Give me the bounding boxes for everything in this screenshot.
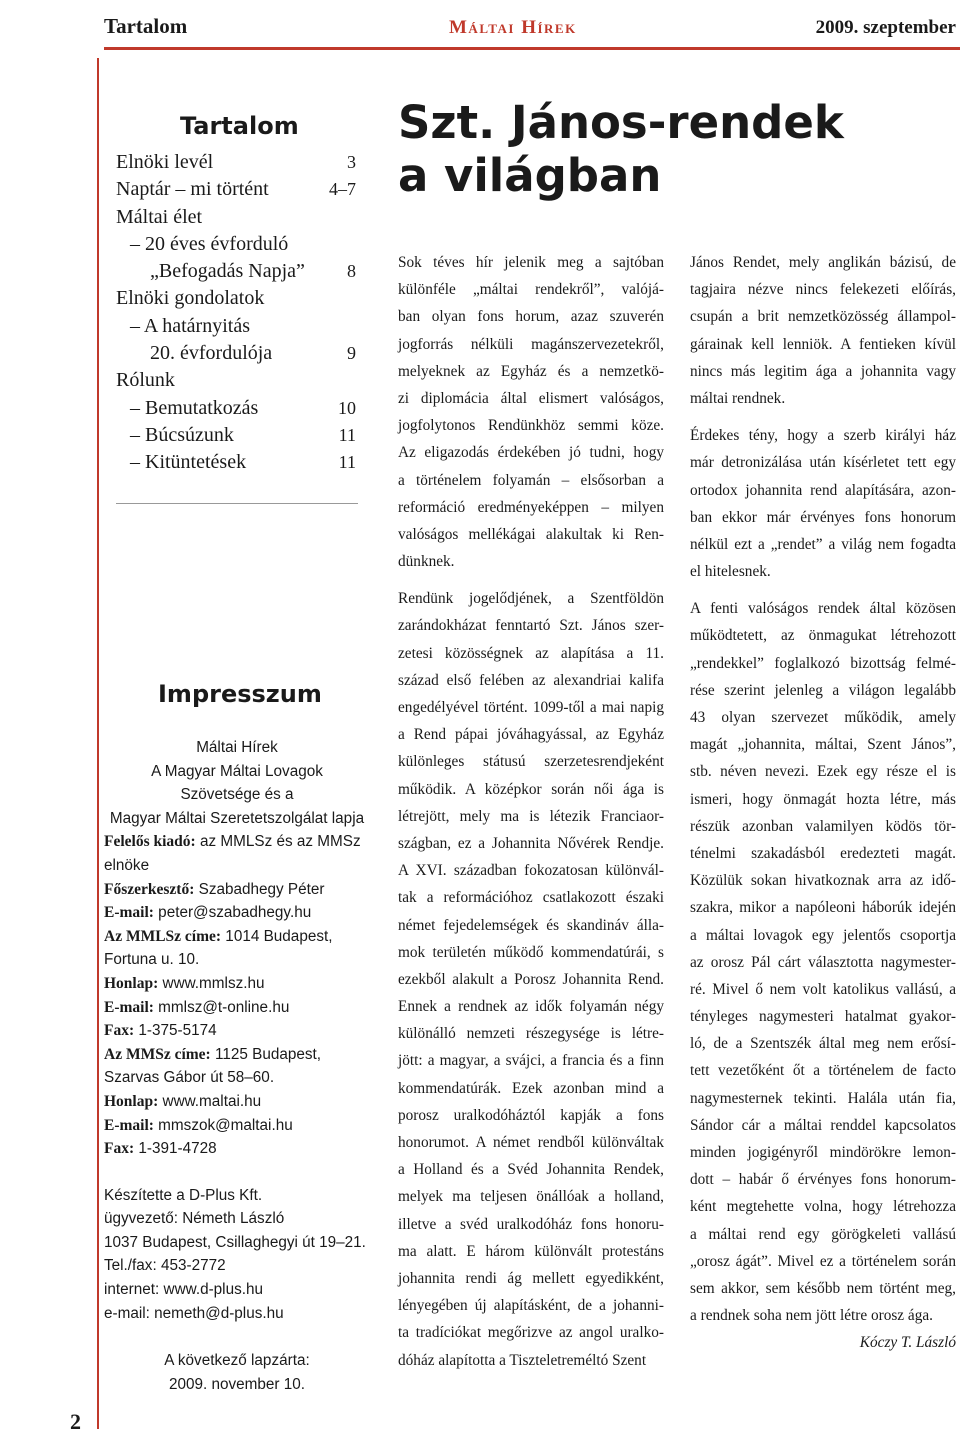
article-text-line: szakra, mikor a napóleoni háborúk idején — [690, 899, 956, 917]
mmsz-email-link[interactable]: mmszok@maltai.hu — [153, 1116, 293, 1134]
article-text-line: minden jogigényről mindörökre lemon- — [690, 1144, 956, 1161]
header-section-title: Tartalom — [104, 14, 188, 38]
toc-entry[interactable] — [116, 204, 356, 231]
header-publication-name: Máltai Hírek — [449, 17, 577, 38]
article-text-line: mok területén működő kommendatúrái, s — [398, 943, 664, 961]
publication-line: A Magyar Máltai Lovagok — [151, 762, 323, 780]
toc-entry[interactable] — [116, 313, 356, 340]
mmsz-address-label: Az MMSz címe: — [104, 1045, 211, 1063]
article-text-line: stb. néven nevezi. Ezek egy része el is — [690, 763, 956, 781]
article-text-line: lényegében új alapításként, de a johanni- — [398, 1297, 664, 1315]
article-text-line: Sok téves hír jelenik meg a sajtóban — [398, 254, 664, 271]
editor-email-link[interactable]: peter@szabadhegy.hu — [153, 904, 312, 922]
article-title — [398, 96, 844, 202]
article-text-line: szágban, ez a Johannita Nővérek Rendje. — [398, 834, 664, 852]
article-text-line: ban ekkor már érvényes fons honorum — [690, 508, 956, 526]
mmsz-web-line — [104, 1090, 370, 1114]
publisher-label: Felelős kiadó: — [104, 833, 196, 851]
toc-entry[interactable] — [116, 149, 356, 176]
article-text-line: tett vezetőként őt a történelem de facto — [690, 1062, 956, 1080]
mmlsz-fax-value: 1-375-5174 — [134, 1022, 217, 1040]
maker-email-link[interactable]: e-mail: nemeth@d-plus.hu — [104, 1304, 284, 1322]
toc-entry-label: – Kitüntetések — [130, 451, 247, 474]
mmsz-web-label: Honlap: — [104, 1092, 159, 1110]
toc-entry-page: 11 — [338, 452, 356, 473]
editor-label: Főszerkesztő: — [104, 880, 195, 898]
article-author: Kóczy T. László — [859, 1334, 956, 1352]
article-text-line: részük azonban valamilyen ködös tör- — [690, 817, 956, 835]
paragraph-gap — [690, 585, 956, 595]
article-text-line: a történelem folyamán – elsősorban a — [398, 471, 664, 489]
header-rule — [104, 47, 960, 50]
toc-entry-label: Máltai élet — [116, 205, 203, 228]
article-text-line: gárainak kell lenniök. A fentieken kívül — [690, 335, 956, 353]
toc-entry-label: 20. évfordulója — [150, 342, 273, 365]
article-text-line: Rendünk jogelődjének, a Szentföldön — [398, 590, 664, 608]
editor-value: Szabadhegy Péter — [194, 880, 325, 898]
paragraph-gap — [690, 412, 956, 422]
mmsz-email-label: E-mail: — [104, 1116, 154, 1134]
mmlsz-address-cont: Fortuna u. 10. — [104, 951, 200, 969]
article-text-line: zarándokházat fenntartó Szt. János szer- — [398, 617, 664, 635]
article-text-line: zi diplomácia által elismert valóságos, — [398, 389, 664, 407]
paragraph-gap — [398, 575, 664, 585]
spacer — [104, 1325, 370, 1349]
article-text-line: A XVI. században fokozatosan különvál- — [398, 862, 664, 880]
toc-entry[interactable] — [116, 422, 356, 449]
toc-entry[interactable] — [116, 449, 356, 476]
maker-line: Készítette a D-Plus Kft. — [104, 1186, 263, 1204]
article-text-line: az orosz Pál cárt választotta nagymester- — [690, 953, 956, 971]
article-text-line: a Holland és a Svéd Johannita Rendek, — [398, 1161, 664, 1179]
editor-line — [104, 878, 370, 902]
toc-entry-label: Elnöki gondolatok — [116, 287, 265, 310]
article-text-line: ta tradíciókat megőrizve az angol uralko- — [398, 1324, 664, 1342]
mmsz-fax-label: Fax: — [104, 1140, 135, 1158]
article-text-line: a Rend pápai jóváhagyással, az Egyház — [398, 726, 664, 744]
article-text-line: már detronizálása után kísérletet tett egy — [690, 454, 956, 472]
article-text-line: valóságos mellékágai alakultak ki Ren- — [398, 525, 664, 543]
publisher-cont: elnöke — [104, 856, 150, 874]
article-text-line: ezekből alakult a Porosz Johannita Rend. — [398, 970, 664, 988]
toc-entry[interactable] — [116, 367, 356, 394]
article-text-line: ként megtehette volna, hogy létrehozza — [690, 1198, 956, 1216]
article-text-line: máltai rendnek. — [690, 389, 786, 407]
toc-entry[interactable] — [116, 258, 356, 285]
article-text-line: jogforrás nélküli magánszervezetekről, — [398, 335, 664, 353]
article-text-line: a máltai rend egy görögkeleti vallású — [690, 1225, 956, 1243]
article-text-line: magát „johannita, máltai, Szent János”, — [690, 736, 956, 754]
mmlsz-fax-label: Fax: — [104, 1022, 135, 1040]
toc-entry-page: 3 — [347, 152, 356, 172]
mmsz-address-line — [104, 1043, 370, 1067]
deadline-date: 2009. november 10. — [168, 1375, 306, 1393]
article-text-line: létrejött, mely ma is létezik Franciaor- — [398, 807, 664, 825]
maker-web-link[interactable]: internet: www.d-plus.hu — [104, 1281, 263, 1299]
article-text-line: melyek ma teljesen önállóak a holland, — [398, 1188, 664, 1206]
article-text-line: ma alatt. E három különvált protestáns — [398, 1242, 664, 1260]
toc-entry[interactable] — [116, 176, 356, 203]
toc-entry-label: – 20 éves évforduló — [130, 232, 289, 255]
editor-email-line — [104, 901, 370, 925]
article-text-line: Érdekes tény, hogy a szerb királyi ház — [690, 427, 956, 445]
article-text-line: János Rendet, mely anglikán bázisú, de — [690, 254, 956, 271]
toc-entry-label: – Búcsúzunk — [130, 423, 234, 446]
mmlsz-web-label: Honlap: — [104, 974, 159, 992]
page-number: 2 — [70, 1409, 81, 1429]
toc-entry-page: 11 — [338, 424, 356, 445]
table-of-contents — [116, 149, 356, 477]
mmlsz-web-line — [104, 972, 370, 996]
toc-entry-page: 8 — [347, 261, 356, 282]
article-column-1 — [398, 249, 664, 1374]
article-text-line: század első felében az alexandriai kalifa — [398, 671, 664, 689]
article-text-line: ló, de a Szentszék által meg nem erősí- — [690, 1035, 956, 1053]
article-text-line: zetesi közösségnek az alapítása a 11. — [398, 644, 664, 662]
mmlsz-web-link[interactable]: www.mmlsz.hu — [158, 974, 265, 992]
mmsz-email-line — [104, 1114, 370, 1138]
article-text-line: nagymesternek tekinti. Halála után fia, — [690, 1089, 956, 1107]
toc-entry[interactable] — [116, 395, 356, 422]
article-text-line: csupán a brit nemzetközösség állampol- — [690, 308, 956, 326]
article-text-line: kommendatúrák. Ezek azonban mind a — [398, 1079, 664, 1097]
article-text-line: német fejedelemségek és skandináv álla- — [398, 916, 664, 934]
mmlsz-email-line — [104, 996, 370, 1020]
article-text-line: különálló nemzeti részegysége is létre- — [398, 1025, 664, 1043]
toc-divider — [116, 503, 358, 504]
header-issue-date: 2009. szeptember — [815, 17, 956, 38]
mmlsz-email-link[interactable]: mmlsz@t-online.hu — [153, 998, 290, 1016]
toc-title: Tartalom — [180, 112, 299, 140]
toc-entry-page: 10 — [338, 397, 356, 418]
article-text-line: különleges státusú szerzetesrendjeként — [398, 753, 664, 771]
article-text-line: Sándor cár a máltai renddel kapcsolatos — [690, 1116, 956, 1134]
article-text-line: A fenti valóságos rendek által közösen — [690, 600, 956, 618]
article-text-line: dóház alapította a Tiszteletreméltó Szent — [398, 1351, 647, 1369]
mmlsz-address-value: 1014 Budapest, — [221, 927, 333, 945]
maker-line: 1037 Budapest, Csillaghegyi út 19–21. — [104, 1233, 366, 1251]
article-text-line: nélkül ezt a „rendet” a világ nem fogadta — [690, 535, 956, 553]
publication-line: Magyar Máltai Szeretetszolgálat lapja — [109, 809, 365, 827]
article-text-line: ban olyan fons horum, azaz szuverén — [398, 308, 664, 326]
article-text-line: honorumot. A német rendből különváltak — [398, 1134, 664, 1151]
article-text-line: működtetett, az önmagukat létrehozott — [690, 627, 956, 645]
mmsz-web-link[interactable]: www.maltai.hu — [158, 1092, 262, 1110]
article-text-line: a máltai lovagok egy jelentős csoportja — [690, 926, 956, 944]
toc-entry[interactable] — [116, 231, 356, 258]
publisher-line — [104, 830, 370, 854]
article-text-line: ortodox johannita rend alapítására, azon- — [690, 481, 956, 499]
mmsz-fax-value: 1-391-4728 — [134, 1140, 217, 1158]
article-text-line: működik. A középkor során női ága is — [398, 780, 664, 798]
article-text-line: engedélyével történt. 1099-től a mai napig — [398, 699, 664, 716]
mmsz-address-cont: Szarvas Gábor út 58–60. — [104, 1069, 275, 1087]
article-column-2 — [690, 249, 956, 1356]
article-text-line: porosz uralkodóháztól kapják a fons — [398, 1106, 664, 1124]
toc-entry-label: Elnöki levél — [116, 151, 214, 173]
mmlsz-address-line — [104, 925, 370, 949]
article-text-line: tagjaira nézve nincs felekezeti előírás, — [690, 281, 956, 299]
article-text-line: ismeri, hogy önmagát hozta létre, más — [690, 790, 956, 808]
mmsz-fax-line — [104, 1137, 370, 1161]
toc-entry-page: 4–7 — [329, 179, 356, 200]
article-text-line: jogfolytonos Rendünkhöz semmi köze. — [398, 417, 664, 435]
article-text-line: ré. Mivel ő nem volt katolikus vallású, a — [690, 980, 956, 998]
mmlsz-address-label: Az MMLSz címe: — [104, 927, 222, 945]
article-text-line: illetve a svéd uralkodóház fons honoru- — [398, 1215, 664, 1233]
toc-entry[interactable] — [116, 285, 356, 312]
article-text-line: reformáció eredményeképpen – milyen — [398, 498, 664, 516]
article-text-line: sem akkor, sem később nem történt meg, — [690, 1279, 956, 1297]
deadline-label: A következő lapzárta: — [164, 1352, 310, 1370]
article-text-line: el hitelesnek. — [690, 563, 771, 581]
maker-line: ügyvezető: Németh László — [104, 1210, 285, 1228]
left-margin-rule — [97, 58, 99, 1429]
article-text-line: nincs más legitim ága a johannita vagy — [690, 362, 956, 380]
article-text-line: különféle „máltai rendekről”, valójá- — [398, 281, 664, 299]
toc-entry-page: 9 — [347, 343, 356, 364]
article-text-line: dott – habár ő érvényes fons honorum- — [690, 1171, 956, 1189]
impresszum-title: Impresszum — [158, 680, 322, 708]
publisher-value: az MMLSz és az MMSz — [195, 833, 361, 851]
article-text-line: a rendnek soha nem jött létre orosz ága. — [690, 1307, 933, 1325]
mmlsz-fax-line — [104, 1019, 370, 1043]
article-text-line: johannita rendi ág mellett egyedikként, — [398, 1269, 664, 1287]
editor-email-label: E-mail: — [104, 904, 154, 922]
article-text-line: rése szerint jelenleg a világon legalább — [690, 681, 956, 699]
toc-entry-label: – Bemutatkozás — [130, 396, 259, 419]
article-text-line: „rendekkel” foglalkozó bizottság felmé- — [690, 654, 956, 672]
spacer — [104, 1161, 370, 1184]
toc-entry[interactable] — [116, 340, 356, 367]
maker-line: Tel./fax: 453-2772 — [104, 1257, 226, 1275]
mmsz-address-value: 1125 Budapest, — [210, 1045, 322, 1063]
article-text-line: Az eligazodás érdekében jó tudni, hogy — [398, 444, 664, 462]
article-text-line: melyeknek az Egyház és a nemzetkö- — [398, 362, 664, 380]
article-text-line: Ennek a rendnek az idők folyamán négy — [398, 998, 664, 1016]
article-text-line: tényleges nagymesteri hatalmat gyakor- — [690, 1008, 956, 1026]
impresszum-block — [104, 736, 370, 1396]
article-title-line: Szt. János-rendek — [398, 96, 844, 149]
article-text-line: „orosz ágát”. Mivel ez a történelem során — [690, 1252, 956, 1270]
toc-entry-label: – A határnyitás — [130, 314, 250, 337]
toc-entry-label: Naptár – mi történt — [116, 178, 269, 201]
article-text-line: Közülük sokan hivatkoznak arra az idő- — [690, 872, 956, 890]
article-text-line: 43 olyan szervezet működik, amely — [690, 709, 956, 726]
article-text-line: tak a reformációhoz csatlakozott északi — [398, 889, 664, 907]
publication-line: Szövetsége és a — [180, 786, 294, 804]
article-text-line: dünknek. — [398, 553, 455, 571]
toc-entry-label: „Befogadás Napja” — [150, 260, 305, 283]
article-title-line: a világban — [398, 149, 662, 202]
mmlsz-email-label: E-mail: — [104, 998, 154, 1016]
toc-entry-label: Rólunk — [116, 369, 175, 392]
article-text-line: ténelmi szakadásból eredezteti magát. — [690, 844, 956, 862]
publication-line: Máltai Hírek — [196, 739, 278, 756]
article-text-line: jött: a magyar, a svájci, a francia és a finn — [398, 1052, 664, 1070]
